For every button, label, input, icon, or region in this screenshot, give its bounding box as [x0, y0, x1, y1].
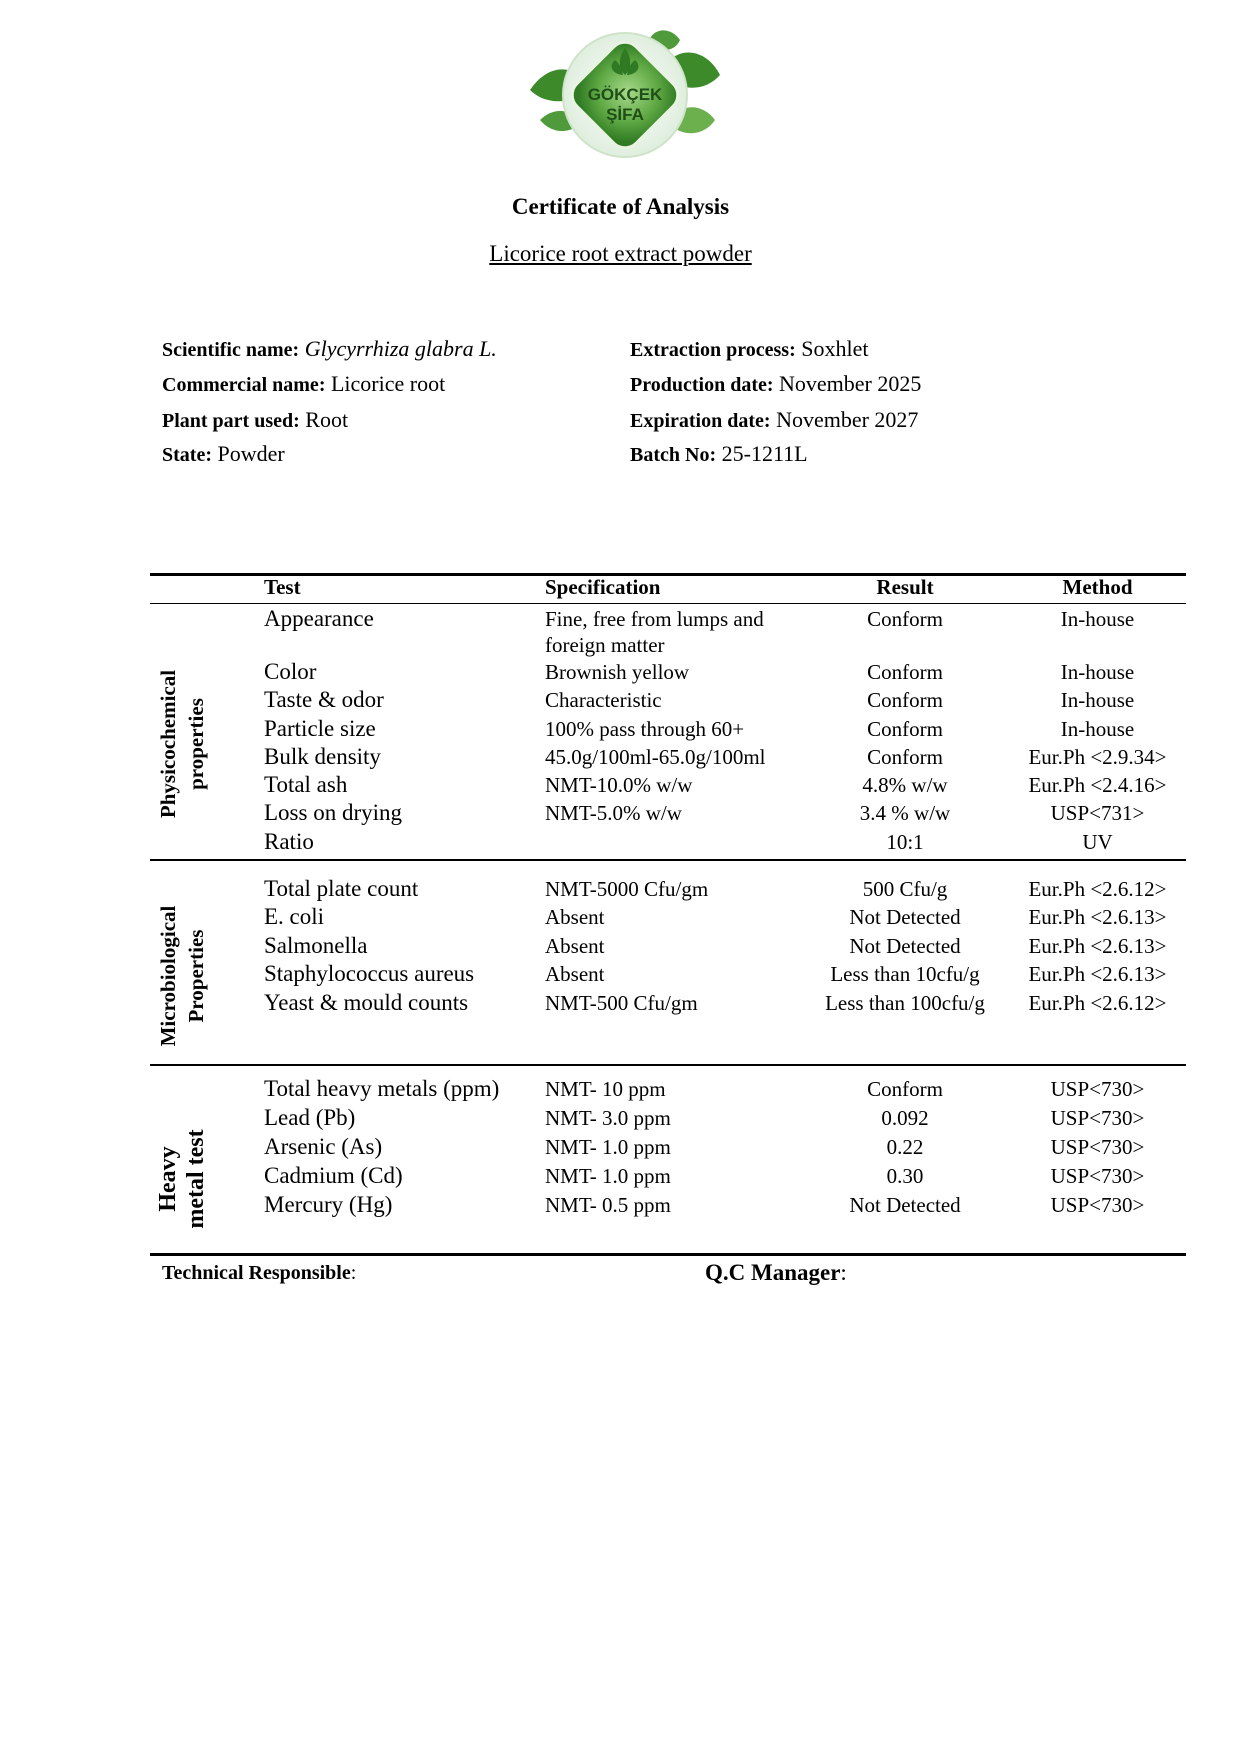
- table-cell-method: In-house: [1060, 717, 1135, 741]
- document-title: Certificate of Analysis: [511, 194, 730, 219]
- section-divider-2: [150, 1064, 1186, 1066]
- info-commercial-name: Commercial name: Licorice root: [162, 371, 446, 396]
- table-cell-test: Staphylococcus aureus: [264, 961, 475, 986]
- table-cell-method: Eur.Ph <2.6.12>: [1028, 877, 1167, 901]
- table-cell-test: Total ash: [264, 772, 348, 797]
- info-batch-no: Batch No: 25-1211L: [630, 441, 808, 466]
- table-cell-spec-cont: foreign matter: [545, 633, 665, 657]
- signature-qc-manager: Q.C Manager:: [705, 1260, 847, 1285]
- section-label-microbiological: Microbiological Properties: [156, 905, 208, 1047]
- info-scientific-name: Scientific name: Glycyrrhiza glabra L.: [162, 336, 497, 361]
- table-cell-test: Color: [264, 659, 317, 684]
- table-cell-test: Yeast & mould counts: [264, 990, 469, 1015]
- section-label-physicochemical: Physicochemical properties: [156, 669, 208, 819]
- table-cell-method: Eur.Ph <2.6.13>: [1028, 934, 1167, 958]
- col-header-specification: Specification: [545, 575, 661, 599]
- table-cell-spec: 45.0g/100ml-65.0g/100ml: [545, 745, 766, 769]
- table-cell-result: Not Detected: [849, 934, 961, 958]
- logo-text-line2: ŞİFA: [606, 105, 644, 124]
- table-cell-test: Arsenic (As): [264, 1134, 383, 1159]
- table-cell-spec: Brownish yellow: [545, 660, 690, 684]
- table-cell-method: USP<730>: [1050, 1077, 1145, 1101]
- product-name: Licorice root extract powder: [489, 241, 752, 266]
- table-header-rule: [150, 603, 1186, 604]
- table-cell-test: Particle size: [264, 716, 376, 741]
- section-divider-1: [150, 859, 1186, 861]
- table-cell-result: 0.22: [886, 1135, 924, 1159]
- table-cell-test: Ratio: [264, 829, 314, 854]
- table-cell-result: 3.4 % w/w: [859, 801, 951, 825]
- table-cell-result: Conform: [867, 1077, 943, 1101]
- table-cell-result: Less than 10cfu/g: [830, 962, 980, 986]
- table-cell-spec: NMT-5.0% w/w: [545, 801, 682, 825]
- table-cell-spec: NMT-500 Cfu/gm: [545, 991, 698, 1015]
- table-cell-method: USP<730>: [1050, 1164, 1145, 1188]
- table-cell-spec: NMT- 3.0 ppm: [545, 1106, 671, 1130]
- table-cell-method: USP<730>: [1050, 1135, 1145, 1159]
- table-cell-test: Lead (Pb): [264, 1105, 356, 1130]
- table-cell-method: UV: [1082, 830, 1113, 854]
- table-cell-test: Total plate count: [264, 876, 419, 901]
- table-cell-method: Eur.Ph <2.9.34>: [1028, 745, 1167, 769]
- col-header-method: Method: [1062, 575, 1133, 599]
- table-cell-test: Bulk density: [264, 744, 381, 769]
- document-subtitle: [0, 241, 1241, 267]
- table-cell-spec: Absent: [545, 962, 605, 986]
- col-header-test: Test: [264, 575, 301, 599]
- table-cell-method: USP<731>: [1050, 801, 1145, 825]
- table-cell-test: E. coli: [264, 904, 325, 929]
- table-bottom-rule: [150, 1253, 1186, 1256]
- table-cell-spec: NMT- 1.0 ppm: [545, 1135, 671, 1159]
- table-cell-result: Conform: [867, 717, 943, 741]
- table-cell-spec: NMT-5000 Cfu/gm: [545, 877, 709, 901]
- table-cell-result: Less than 100cfu/g: [825, 991, 985, 1015]
- table-cell-method: Eur.Ph <2.6.13>: [1028, 962, 1167, 986]
- table-cell-result: Conform: [867, 745, 943, 769]
- table-cell-method: Eur.Ph <2.6.13>: [1028, 905, 1167, 929]
- table-cell-test: Salmonella: [264, 933, 368, 958]
- table-cell-result: Conform: [867, 607, 943, 631]
- table-cell-result: 10:1: [886, 830, 924, 854]
- company-logo: [520, 20, 730, 170]
- table-cell-method: In-house: [1060, 607, 1135, 631]
- signature-technical-responsible: Technical Responsible:: [162, 1262, 357, 1284]
- table-cell-result: Not Detected: [849, 1193, 961, 1217]
- table-cell-spec: NMT- 0.5 ppm: [545, 1193, 671, 1217]
- table-cell-result: 500 Cfu/g: [862, 877, 948, 901]
- info-plant-part: Plant part used: Root: [162, 407, 349, 432]
- table-cell-spec: Absent: [545, 934, 605, 958]
- table-cell-method: Eur.Ph <2.6.12>: [1028, 991, 1167, 1015]
- table-cell-result: Conform: [867, 688, 943, 712]
- table-cell-test: Cadmium (Cd): [264, 1163, 403, 1188]
- info-expiration-date: Expiration date: November 2027: [630, 407, 919, 432]
- table-cell-test: Appearance: [264, 606, 374, 631]
- table-cell-method: In-house: [1060, 660, 1135, 684]
- table-cell-test: Total heavy metals (ppm): [264, 1076, 500, 1101]
- table-cell-spec: Fine, free from lumps and: [545, 607, 764, 631]
- table-cell-spec: NMT- 10 ppm: [545, 1077, 666, 1101]
- table-cell-method: USP<730>: [1050, 1193, 1145, 1217]
- table-cell-spec: Characteristic: [545, 688, 662, 712]
- logo-text-line1: GÖKÇEK: [587, 85, 663, 104]
- table-cell-method: USP<730>: [1050, 1106, 1145, 1130]
- table-cell-spec: Absent: [545, 905, 605, 929]
- logo-graphic: [520, 20, 730, 170]
- table-cell-spec: NMT-10.0% w/w: [545, 773, 693, 797]
- table-cell-result: Conform: [867, 660, 943, 684]
- table-cell-method: Eur.Ph <2.4.16>: [1028, 773, 1167, 797]
- table-cell-result: 0.30: [886, 1164, 924, 1188]
- col-header-result: Result: [876, 575, 934, 599]
- section-label-heavy-metal: Heavy metal test: [155, 1129, 209, 1229]
- table-cell-spec: 100% pass through 60+: [545, 717, 745, 741]
- info-state: State: Powder: [162, 441, 285, 466]
- table-cell-test: Taste & odor: [264, 687, 384, 712]
- table-cell-result: 0.092: [881, 1106, 929, 1130]
- table-cell-method: In-house: [1060, 688, 1135, 712]
- table-cell-test: Mercury (Hg): [264, 1192, 393, 1217]
- table-cell-result: Not Detected: [849, 905, 961, 929]
- info-extraction-process: Extraction process: Soxhlet: [630, 336, 869, 361]
- table-cell-spec: NMT- 1.0 ppm: [545, 1164, 671, 1188]
- info-production-date: Production date: November 2025: [630, 371, 922, 396]
- table-cell-result: 4.8% w/w: [862, 773, 948, 797]
- table-cell-test: Loss on drying: [264, 800, 402, 825]
